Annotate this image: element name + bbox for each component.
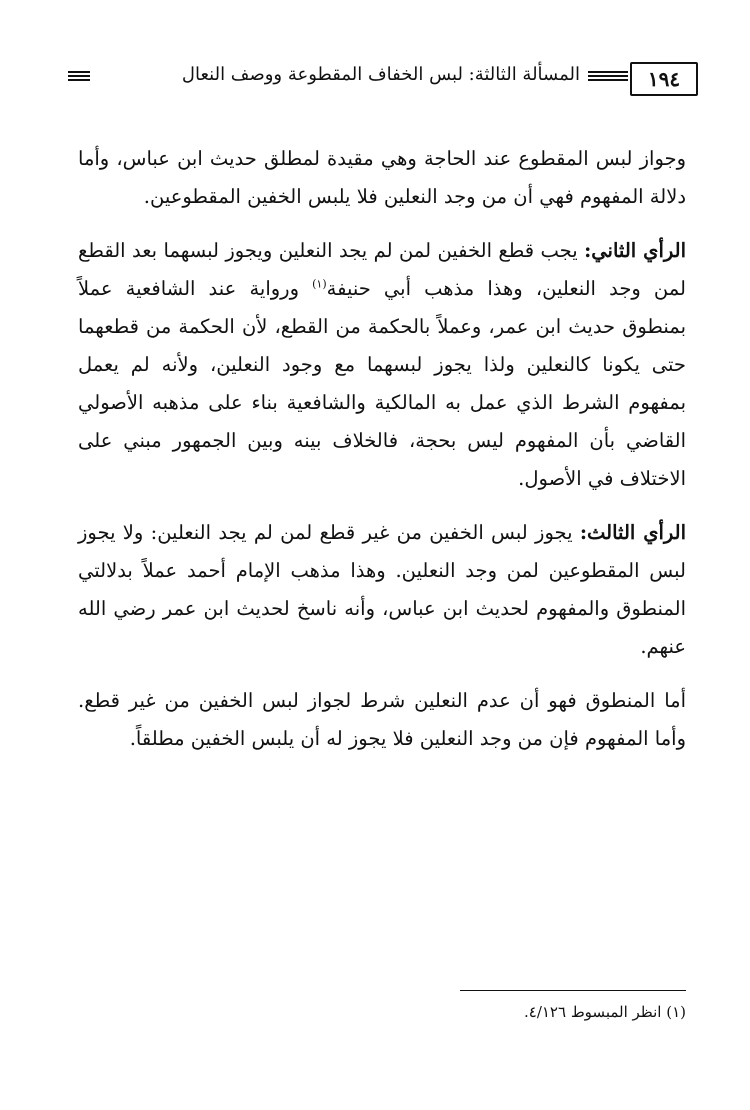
opinion-2-label: الرأي الثاني: (584, 239, 686, 262)
paragraph-4 (78, 682, 686, 758)
paragraph-3-text: يجوز لبس الخفين من غير قطع لمن لم يجد النعلين: ولا يجوز لبس المقطوعين لمن وجد النعلين. وهذا مذهب الإمام أحمد عملاً بدلالتي المنطوق والمفهوم لحديث ابن عباس، وأنه ناسخ لحديث ابن عمر رضي الله عنهم. (78, 521, 686, 658)
page-number: ١٩٤ (630, 62, 698, 96)
opinion-3-label: الرأي الثالث: (579, 521, 686, 544)
paragraph-3 (78, 514, 686, 666)
paragraph-2-text-b: ورواية عند الشافعية عملاً بمنطوق حديث ابن عمر، وعملاً بالحكمة من القطع، لأن الحكمة من قطعهما حتى يكونا كالنعلين ولذا يجوز لبسهما مع وجود النعلين، ولأنه لم يعمل بمفهوم الشرط الذي عمل به المالكية والشافعية بناء على مذهبه الأصولي القاضي بأن المفهوم ليس بحجة، فالخلاف بينه وبين الجمهور مبني على الاختلاف في الأصول. (78, 277, 686, 490)
footnote-ref[interactable]: (١) (312, 277, 327, 291)
header-rule-right (588, 71, 628, 85)
paragraph-2-text-a: يجب قطع الخفين لمن لم يجد النعلين ويجوز لبسهما بعد القطع لمن وجد النعلين، وهذا مذهب أبي حنيفة (78, 239, 686, 300)
header-title: المسألة الثالثة: لبس الخفاف المقطوعة ووصف النعال (181, 64, 580, 85)
paragraph-2 (78, 232, 686, 498)
main-text (78, 140, 686, 774)
page-header (68, 62, 698, 96)
header-rule-left (68, 71, 90, 85)
paragraph-1-text: وجواز لبس المقطوع عند الحاجة وهي مقيدة لمطلق حديث ابن عباس، وأما دلالة المفهوم فهي أن من وجد النعلين فلا يلبس الخفين المقطوعين. (78, 147, 686, 208)
paragraph-4-text: أما المنطوق فهو أن عدم النعلين شرط لجواز لبس الخفين من غير قطع. وأما المفهوم فإن من وجد النعلين فلا يجوز له أن يلبس الخفين مطلقاً. (78, 689, 686, 750)
footnote-divider (460, 990, 686, 991)
footnote: (١) انظر المبسوط ٤/١٢٦. (523, 1003, 686, 1021)
paragraph-1 (78, 140, 686, 216)
